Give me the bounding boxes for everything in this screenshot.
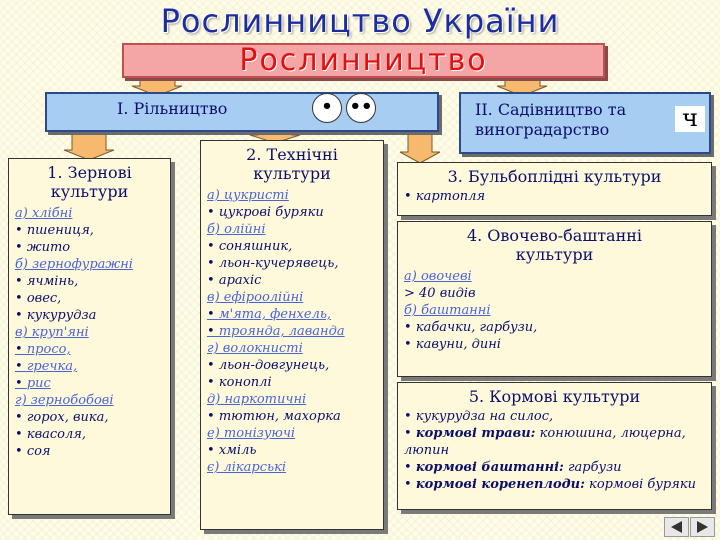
list-item: • соняшник,: [207, 238, 377, 255]
list-item: • хміль: [207, 442, 377, 459]
list-item: • рис: [15, 375, 164, 392]
list-item: [404, 476, 705, 493]
group-label[interactable]: г) волокнисті: [207, 341, 303, 356]
arrow-to-box1: [64, 134, 114, 160]
list-item: • льон-кучерявець,: [207, 255, 377, 272]
group-label[interactable]: д) наркотичні: [207, 392, 307, 407]
group-label[interactable]: в) круп'яні: [15, 325, 89, 340]
branch-label-line2: виноградарство: [475, 120, 610, 139]
list-item: • кавуни, дині: [404, 336, 705, 353]
technical-crops-box: [200, 140, 384, 530]
box-title: [207, 145, 377, 183]
item-bold: кормові коренеплоди:: [415, 477, 585, 492]
handwritten-mark-icon: ч: [675, 106, 705, 132]
tuber-crops-box: [397, 162, 712, 216]
item-text: кормові буряки: [584, 477, 696, 492]
list-item: • картопля: [404, 188, 705, 205]
list-item: • гречка,: [15, 358, 164, 375]
list-item: • арахіс: [207, 272, 377, 289]
list-item: • кукурудза: [15, 307, 164, 324]
grain-crops-box: [8, 158, 171, 515]
branch-label: I. Рільництво: [117, 99, 228, 118]
group-label[interactable]: б) баштанні: [404, 303, 491, 318]
list-item: • жито: [15, 239, 164, 256]
double-dot-icon: ••: [346, 93, 376, 123]
item-bold: кормові трави:: [415, 426, 536, 441]
box-title-line1: 4. Овочево-баштанні: [466, 226, 643, 245]
box-title-line2: культури: [515, 245, 594, 264]
list-item: • соя: [15, 443, 164, 460]
box-title: [404, 226, 705, 264]
item-bold: кормові баштанні:: [415, 460, 564, 475]
list-item: • цукрові буряки: [207, 204, 377, 221]
list-item: • льон-довгунець,: [207, 357, 377, 374]
list-item: • м'ята, фенхель,: [207, 306, 377, 323]
list-item: • горох, вика,: [15, 409, 164, 426]
group-label[interactable]: б) зернофуражні: [15, 257, 133, 272]
dot-icon: •: [312, 93, 342, 123]
list-item: • ячмінь,: [15, 273, 164, 290]
list-item: • пшениця,: [15, 222, 164, 239]
list-item: • кабачки, гарбузи,: [404, 319, 705, 336]
group-label[interactable]: е) тонізуючі: [207, 426, 296, 441]
species-count-note: > 40 видів: [404, 286, 476, 301]
item-text: гарбузи: [563, 460, 622, 475]
vegetable-melon-crops-box: [397, 221, 712, 377]
fodder-crops-box: [397, 382, 712, 510]
list-item: • троянда, лаванда: [207, 323, 377, 340]
list-item: [404, 459, 705, 476]
group-label[interactable]: б) олійні: [207, 222, 266, 237]
list-item: • коноплі: [207, 374, 377, 391]
arrow-to-box3: [400, 134, 440, 163]
next-arrow-icon: [691, 518, 714, 536]
list-item: • квасоля,: [15, 426, 164, 443]
box-title: 3. Бульбоплідні культури: [447, 167, 662, 186]
group-label[interactable]: в) ефіроолійні: [207, 290, 304, 305]
group-label[interactable]: є) лікарські: [207, 460, 287, 475]
prev-slide-button[interactable]: [664, 517, 689, 537]
box-title-line1: 2. Технічні: [246, 145, 338, 164]
list-item: [404, 408, 705, 425]
list-item: [404, 425, 705, 459]
group-label[interactable]: а) хлібні: [15, 206, 73, 221]
category-banner: Рослинництво: [122, 43, 605, 78]
next-slide-button[interactable]: [690, 517, 715, 537]
box-title-line2: культури: [253, 164, 331, 183]
list-item: • овес,: [15, 290, 164, 307]
item-text: кукурудза на силос,: [415, 409, 554, 424]
box-title-line2: культури: [50, 182, 129, 201]
box-title-line1: 1. Зернові: [47, 163, 132, 182]
box-title: [15, 163, 164, 201]
group-label[interactable]: г) зернобобові: [15, 393, 114, 408]
group-label[interactable]: а) цукристі: [207, 188, 289, 203]
branch-header-horticulture: [459, 92, 711, 154]
group-label[interactable]: а) овочеві: [404, 269, 472, 284]
prev-arrow-icon: [665, 518, 688, 536]
list-item: • просо,: [15, 341, 164, 358]
box-title: 5. Кормові культури: [468, 387, 641, 406]
list-item: • тютюн, махорка: [207, 408, 377, 425]
item-text: конюшина, люцерна, люпин: [404, 426, 686, 458]
dot-icons: [312, 93, 380, 123]
page-title: Рослинництво України: [160, 2, 560, 40]
branch-label-line1: II. Садівництво та: [475, 100, 627, 119]
